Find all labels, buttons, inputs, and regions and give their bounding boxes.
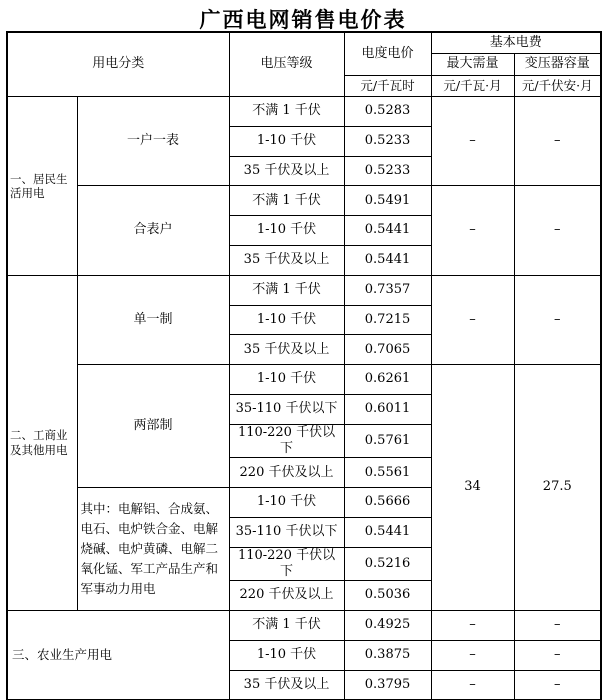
transformer-dash-cell: – [514, 275, 601, 364]
transformer-dash-cell: – [514, 97, 601, 186]
max-demand-dash-cell: – [431, 275, 514, 364]
category-residential: 一、居民生活用电 [7, 97, 77, 276]
header-energy-price: 电度电价 [344, 32, 431, 75]
voltage-cell: 1-10 千伏 [229, 640, 344, 670]
voltage-cell: 不满 1 千伏 [229, 275, 344, 305]
electricity-price-table [6, 31, 602, 700]
voltage-cell: 不满 1 千伏 [229, 97, 344, 127]
voltage-cell: 35-110 千伏以下 [229, 394, 344, 424]
voltage-cell: 35 千伏及以上 [229, 670, 344, 700]
subgroup-combined-meter: 合表户 [77, 186, 229, 275]
voltage-cell: 1-10 千伏 [229, 216, 344, 246]
voltage-cell: 1-10 千伏 [229, 365, 344, 395]
price-cell: 0.3795 [344, 670, 431, 700]
price-cell: 0.5283 [344, 97, 431, 127]
price-cell: 0.5233 [344, 126, 431, 156]
subgroup-special-industries: 其中：电解铝、合成氨、电石、电炉铁合金、电解烧碱、电炉黄磷、电解二氧化锰、军工产品生产和军事动力用电 [77, 488, 229, 611]
voltage-cell: 35-110 千伏以下 [229, 517, 344, 547]
price-cell: 0.7357 [344, 275, 431, 305]
price-cell: 0.5441 [344, 216, 431, 246]
voltage-cell: 35 千伏及以上 [229, 335, 344, 365]
unit-transformer-capacity: 元/千伏安·月 [514, 75, 601, 97]
transformer-value-cell: 27.5 [514, 365, 601, 611]
voltage-cell: 35 千伏及以上 [229, 156, 344, 186]
header-voltage-level: 电压等级 [229, 32, 344, 97]
voltage-cell: 110-220 千伏以下 [229, 424, 344, 458]
transformer-dash-cell: – [514, 186, 601, 275]
price-cell: 0.3875 [344, 640, 431, 670]
category-agricultural: 三、农业生产用电 [7, 610, 229, 699]
voltage-cell: 1-10 千伏 [229, 305, 344, 335]
transformer-dash-cell: – [514, 610, 601, 640]
voltage-cell: 110-220 千伏以下 [229, 547, 344, 581]
header-basic-fee: 基本电费 [431, 32, 601, 54]
subgroup-single-meter: 一户一表 [77, 97, 229, 186]
price-cell: 0.6011 [344, 394, 431, 424]
price-cell: 0.6261 [344, 365, 431, 395]
max-demand-dash-cell: – [431, 97, 514, 186]
voltage-cell: 不满 1 千伏 [229, 186, 344, 216]
max-demand-value-cell: 34 [431, 365, 514, 611]
price-cell: 0.5491 [344, 186, 431, 216]
voltage-cell: 不满 1 千伏 [229, 610, 344, 640]
price-cell: 0.5216 [344, 547, 431, 581]
price-cell: 0.5036 [344, 581, 431, 611]
price-cell: 0.5441 [344, 245, 431, 275]
max-demand-dash-cell: – [431, 670, 514, 700]
voltage-cell: 220 千伏及以上 [229, 458, 344, 488]
header-transformer-capacity: 变压器容量 [514, 54, 601, 76]
unit-energy-price: 元/千瓦时 [344, 75, 431, 97]
price-cell: 0.7215 [344, 305, 431, 335]
voltage-cell: 220 千伏及以上 [229, 581, 344, 611]
price-cell: 0.7065 [344, 335, 431, 365]
price-cell: 0.5761 [344, 424, 431, 458]
price-cell: 0.5666 [344, 488, 431, 518]
max-demand-dash-cell: – [431, 186, 514, 275]
max-demand-dash-cell: – [431, 610, 514, 640]
subgroup-two-part-system: 两部制 [77, 365, 229, 488]
price-cell: 0.5233 [344, 156, 431, 186]
transformer-dash-cell: – [514, 670, 601, 700]
price-cell: 0.5561 [344, 458, 431, 488]
header-usage-category: 用电分类 [7, 32, 229, 97]
voltage-cell: 1-10 千伏 [229, 126, 344, 156]
unit-max-demand: 元/千瓦·月 [431, 75, 514, 97]
voltage-cell: 35 千伏及以上 [229, 245, 344, 275]
price-cell: 0.4925 [344, 610, 431, 640]
voltage-cell: 1-10 千伏 [229, 488, 344, 518]
transformer-dash-cell: – [514, 640, 601, 670]
price-cell: 0.5441 [344, 517, 431, 547]
max-demand-dash-cell: – [431, 640, 514, 670]
category-industrial: 二、工商业及其他用电 [7, 275, 77, 610]
header-max-demand: 最大需量 [431, 54, 514, 76]
page-title: 广西电网销售电价表 [199, 7, 407, 32]
subgroup-single-system: 单一制 [77, 275, 229, 364]
